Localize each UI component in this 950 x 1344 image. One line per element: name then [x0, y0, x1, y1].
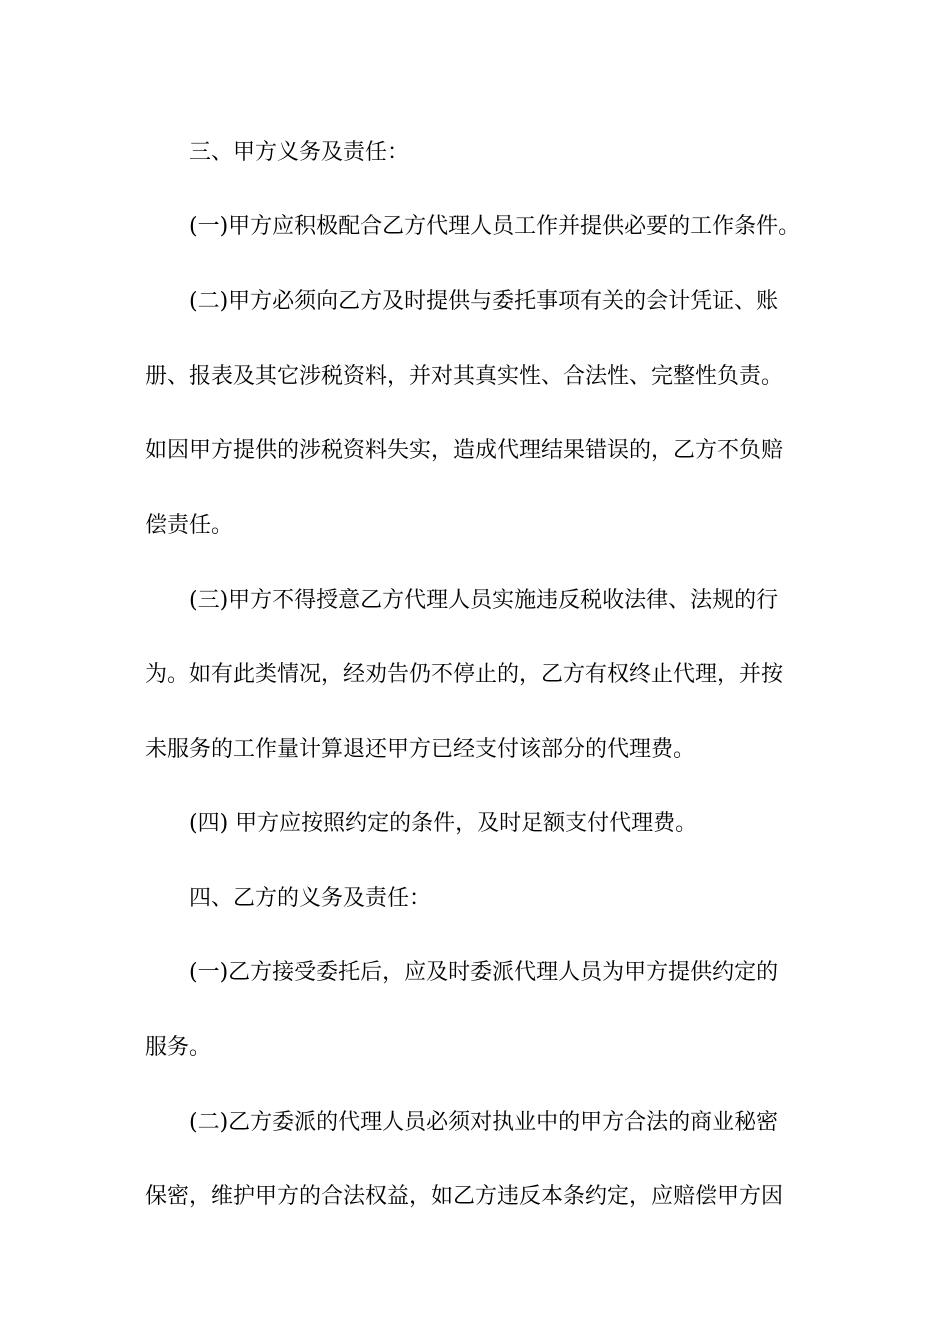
paragraph-line: (三)甲方不得授意乙方代理人员实施违反税收法律、法规的行 — [189, 588, 779, 613]
paragraph-line: (一)乙方接受委托后，应及时委派代理人员为甲方提供约定的 — [189, 960, 779, 985]
paragraph-line: (二)乙方委派的代理人员必须对执业中的甲方合法的商业秘密 — [189, 1110, 779, 1135]
paragraph-line: (四) 甲方应按照约定的条件，及时足额支付代理费。 — [189, 811, 698, 836]
paragraph-line: (二)甲方必须向乙方及时提供与委托事项有关的会计凭证、账 — [189, 289, 779, 314]
paragraph-line: 为。如有此类情况，经劝告仍不停止的，乙方有权终止代理，并按 — [145, 662, 784, 687]
paragraph-line: 保密，维护甲方的合法权益，如乙方违反本条约定，应赔偿甲方因 — [145, 1184, 784, 1209]
paragraph-line: 服务。 — [145, 1035, 212, 1060]
paragraph-line: 未服务的工作量计算退还甲方已经支付该部分的代理费。 — [145, 737, 696, 762]
section-heading-party-a: 三、甲方义务及责任： — [189, 140, 410, 165]
paragraph-line: 册、报表及其它涉税资料，并对其真实性、合法性、完整性负责。 — [145, 364, 784, 389]
paragraph-line: (一)甲方应积极配合乙方代理人员工作并提供必要的工作条件。 — [189, 214, 801, 239]
paragraph-line: 偿责任。 — [145, 513, 234, 538]
section-heading-party-b: 四、乙方的义务及责任： — [189, 886, 432, 911]
paragraph-line: 如因甲方提供的涉税资料失实，造成代理结果错误的，乙方不负赔 — [145, 438, 784, 463]
